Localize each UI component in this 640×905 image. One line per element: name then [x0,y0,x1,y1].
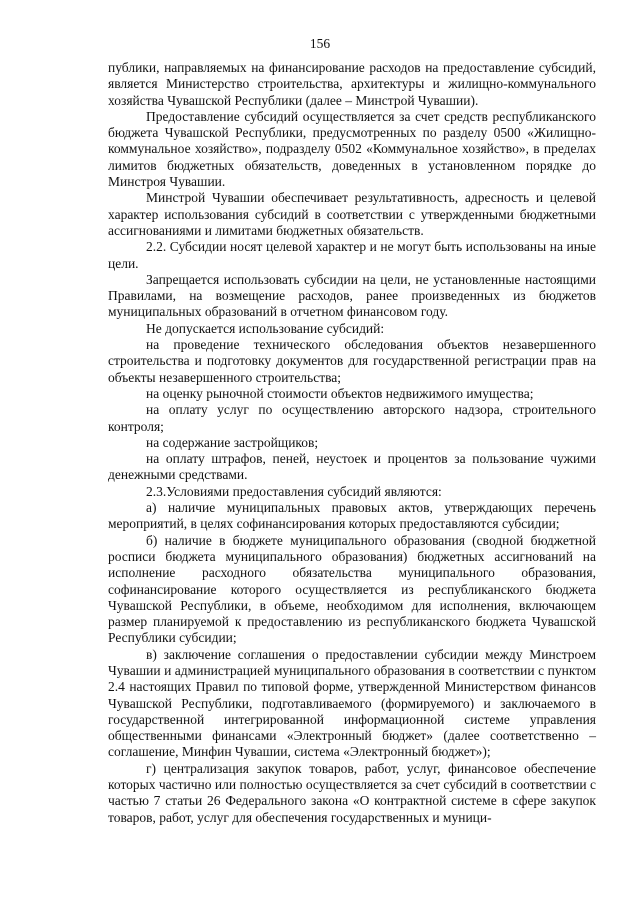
paragraph: на оплату услуг по осуществлению авторского надзора, строительного контроля; [108,402,596,434]
paragraph: публики, направляемых на финансирование расходов на предоставление субсидий, является Министерство строительства, архитектуры и жилищно-коммунального хозяйства Чувашской Республики (далее – Минстрой Чувашии). [108,60,596,108]
paragraph: в) заключение соглашения о предоставлении субсидии между Минстроем Чувашии и администрацией муниципального образования в соответствии с пунктом 2.4 настоящих Правил по типовой форме, утвержденной Министерством финансов Чувашской Республики, подготавливаемого (формируемого) и заключаемого в государственной интегрированной информационной системе управления общественными финансами «Электронный бюджет» (далее соответственно – соглашение, Минфин Чувашии, система «Электронный бюджет»); [108,646,596,760]
paragraph: на проведение технического обследования объектов незавершенного строительства и подготовку документов для государственной регистрации прав на объекты незавершенного строительства; [108,337,596,385]
paragraph: на содержание застройщиков; [146,434,319,450]
paragraph: Запрещается использовать субсидии на цели, не установленные настоящими Правилами, на возмещение расходов, ранее произведенных из бюджетов муниципальных образований в отчетном финансовом году. [108,271,596,320]
document-body [108,60,596,826]
paragraph: 2.3.Условиями предоставления субсидий являются: [146,483,442,499]
paragraph: на оплату штрафов, пеней, неустоек и процентов за пользование чужими денежными средствами. [108,451,596,483]
paragraph: г) централизация закупок товаров, работ, услуг, финансовое обеспечение которых частично или полностью осуществляется за счет субсидий в соответствии с частью 7 статьи 26 Федерального закона «О контрактной системе в сфере закупок товаров, работ, услуг для обеспечения государственных и муници- [108,760,596,825]
paragraph: Предоставление субсидий осуществляется за счет средств республиканского бюджета Чувашской Республики, предусмотренных по разделу 0500 «Жилищно-коммунальное хозяйство», подразделу 0502 «Коммунальное хозяйство», в пределах лимитов бюджетных обязательств, доведенных в установленном порядке до Минстроя Чувашии. [108,108,596,190]
paragraph: Минстрой Чувашии обеспечивает результативность, адресность и целевой характер использования субсидий в соответствии с утвержденными бюджетными ассигнованиями и лимитами бюджетных обязательств. [108,190,596,238]
paragraph: б) наличие в бюджете муниципального образования (сводной бюджетной росписи бюджета муниципального образования) бюджетных ассигнований на исполнение расходного обязательства муниципального образования, софинансирование которого осуществляется из республиканского бюджета Чувашской Республики, в объеме, необходимом для исполнения, включающем размер планируемой к предоставлению из республиканского бюджета Чувашской Республики субсидии; [108,532,596,646]
paragraph: на оценку рыночной стоимости объектов недвижимого имущества; [146,385,534,401]
page-number: 156 [309,36,331,51]
paragraph: 2.2. Субсидии носят целевой характер и не могут быть использованы на иные цели. [108,239,596,271]
paragraph: а) наличие муниципальных правовых актов, утверждающих перечень мероприятий, в целях софинансирования которых предоставляются субсидии; [108,500,596,532]
paragraph: Не допускается использование субсидий: [146,320,385,336]
